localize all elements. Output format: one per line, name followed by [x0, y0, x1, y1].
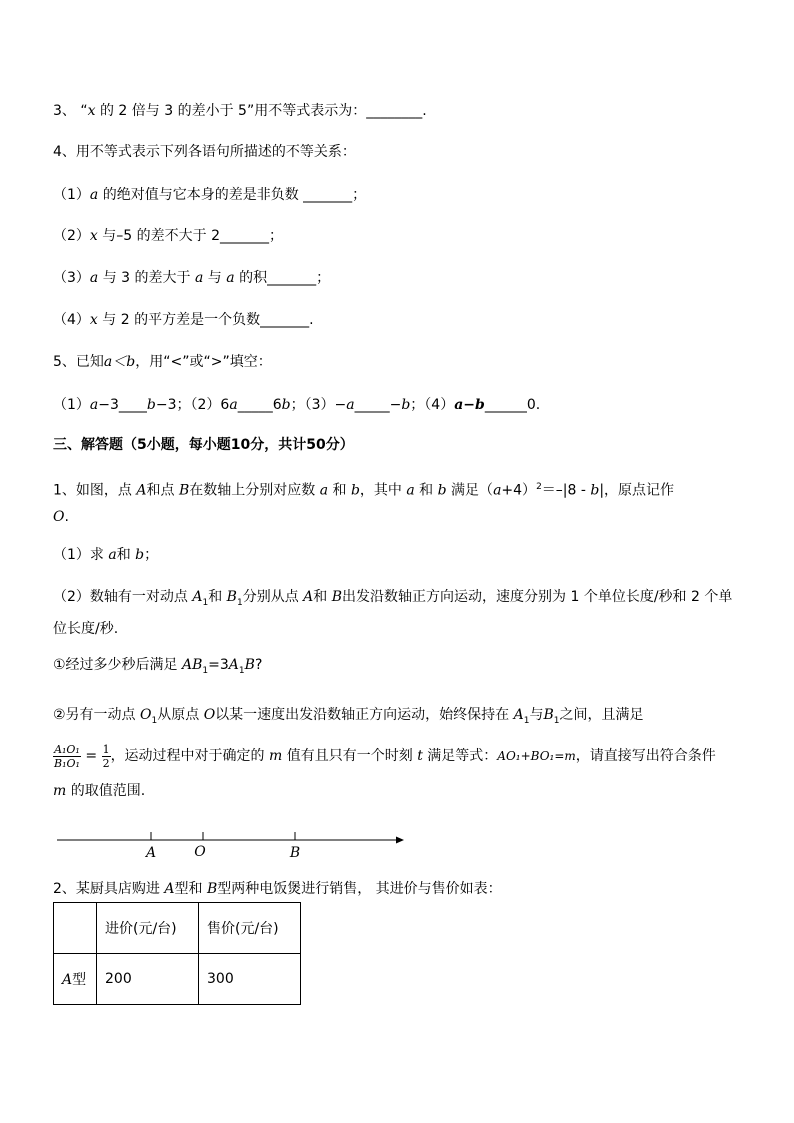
axis-arrow-icon [396, 837, 404, 844]
problem-1-subquestion-1: （1）求 a和 b； [53, 547, 159, 563]
table-row-label: A型 [54, 954, 97, 1005]
problem-1-case-2-condition: $\frac{\text{A₁O₁}}{\text{B₁O₁}}$ = $\frac{1}{2}$ ，运动过程中对于确定的 m 值有且只有一个时刻 t 满足等式：AO₁+BO₁=m，请直接写出符合条件 [54, 742, 716, 770]
number-line-figure [0, 820, 420, 865]
table-header-cell [54, 903, 97, 954]
label-o: O [194, 844, 206, 860]
question-4-part-3: （3）a 与 3 的差大于 a 与 a 的积_______； [53, 270, 331, 286]
label-a: A [145, 845, 157, 861]
table-cell: 300 [199, 954, 301, 1005]
table-cell: 200 [97, 954, 199, 1005]
question-4-part-4: （4）x 与 2 的平方差是一个负数_______. [53, 312, 314, 328]
table-header-cell: 售价(元/台) [199, 903, 301, 954]
table-row [54, 954, 301, 1005]
label-b: B [289, 845, 301, 861]
question-3: 3、 “x 的 2 倍与 3 的差小于 5”用不等式表示为：________. [53, 103, 427, 119]
table-header-row [54, 903, 301, 954]
question-4-part-1: （1）a 的绝对值与它本身的差是非负数 _______； [53, 187, 367, 203]
problem-1-case-2-end: m 的取值范围. [53, 783, 146, 799]
one-half-fraction: $\frac{1}{2}$ [102, 742, 110, 770]
section-heading: 三、解答题（5小题，每小题10分，共计50分） [53, 437, 354, 453]
question-4-intro: 4、用不等式表示下列各语句所描述的不等关系： [53, 144, 356, 160]
question-5: 5、已知a＜b，用“<”或“>”填空： [53, 354, 272, 370]
problem-1-statement: 1、如图，点 A和点 B在数轴上分别对应数 a 和 b，其中 a 和 b 满足$(a+4)^2=-|8 - b|$，原点记作 O. [53, 482, 675, 525]
question-5-parts: （1）a−3____b−3；（2）6a_____6b；（3）−a_____−b；（4）a−b______0. [53, 397, 541, 413]
problem-1-case-2: ②另有一动点 $O_1$从原点 O以某一速度出发沿数轴正方向运动，始终保持在 $A_1$与$B_1$之间，且满足 [53, 707, 644, 726]
problem-2-statement: 2、某厨具店购进 A型和 B型两种电饭煲进行销售， 其进价与售价如表： [53, 881, 502, 897]
price-table [53, 902, 301, 1005]
ratio-fraction: $\frac{\text{A₁O₁}}{\text{B₁O₁}}$ [54, 742, 80, 770]
problem-1-subquestion-2: （2）数轴有一对动点 $A_1$和 $B_1$分别从点 A和 B出发沿数轴正方向运动，速度分别为 1 个单位长度/秒和 2 个单位长度/秒. [53, 589, 733, 637]
problem-1-case-1: ①经过多少秒后满足 $AB_1=3A_1B$? [53, 657, 263, 676]
question-4-part-2: （2）x 与–5 的差不大于 2_______； [53, 228, 283, 244]
table-header-cell: 进价(元/台) [97, 903, 199, 954]
